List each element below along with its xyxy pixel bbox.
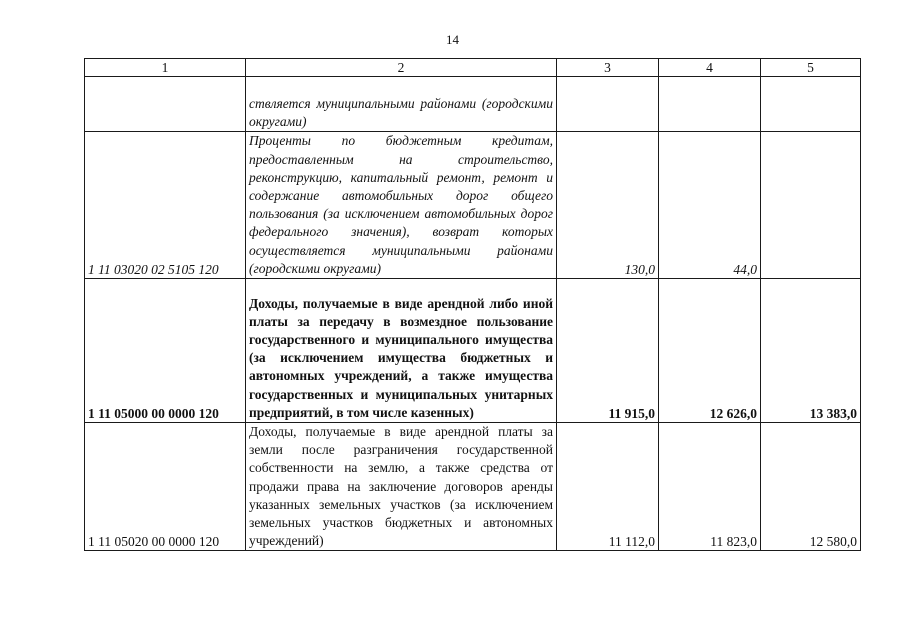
- row-description: Доходы, получаемые в виде арендной платы за земли после разграничения государственной собственности на землю, а также средства от продажи права на заключение договоров аренды указанных земельных участков (за исключением земельных участков бюджетных и автономных учреждений): [246, 423, 557, 551]
- row-code: 1 11 05020 00 0000 120: [85, 423, 246, 551]
- row-value-col4: 44,0: [659, 132, 761, 279]
- page-number: 14: [446, 32, 459, 47]
- row-description: Доходы, получаемые в виде арендной либо иной платы за передачу в возмездное пользование государственного и муниципального имущества (за исключением имущества бюджетных и автономных учреждений, а также имущества государственных и муниципальных унитарных предприятий, в том числе казенных): [246, 279, 557, 423]
- row-value-col4: 12 626,0: [659, 279, 761, 423]
- row-value-col5: [761, 132, 861, 279]
- table-row: [85, 423, 861, 551]
- row-value-col3: 130,0: [557, 132, 659, 279]
- header-col-3: 3: [557, 59, 659, 77]
- row-value-col4: 11 823,0: [659, 423, 761, 551]
- header-col-2: 2: [246, 59, 557, 77]
- header-row: [85, 59, 861, 77]
- table-row: [85, 132, 861, 279]
- table-row: [85, 77, 861, 132]
- row-value-col5: 12 580,0: [761, 423, 861, 551]
- header-col-5: 5: [761, 59, 861, 77]
- row-value-col3: 11 915,0: [557, 279, 659, 423]
- row-value-col3: 11 112,0: [557, 423, 659, 551]
- row-value-col3: [557, 77, 659, 132]
- row-description: ствляется муниципальными районами (городскими округами): [246, 77, 557, 132]
- row-description: Проценты по бюджетным кредитам, предоставленным на строительство, реконструкцию, капитальный ремонт, ремонт и содержание автомобильных дорог общего пользования (за исключением автомобильных дорог федерального значения), возврат которых осуществляется муниципальными районами (городскими округами): [246, 132, 557, 279]
- budget-table: [84, 58, 861, 551]
- header-col-1: 1: [85, 59, 246, 77]
- row-code: 1 11 05000 00 0000 120: [85, 279, 246, 423]
- row-value-col4: [659, 77, 761, 132]
- row-value-col5: 13 383,0: [761, 279, 861, 423]
- header-col-4: 4: [659, 59, 761, 77]
- row-code: [85, 77, 246, 132]
- table-row: [85, 279, 861, 423]
- row-value-col5: [761, 77, 861, 132]
- row-code: 1 11 03020 02 5105 120: [85, 132, 246, 279]
